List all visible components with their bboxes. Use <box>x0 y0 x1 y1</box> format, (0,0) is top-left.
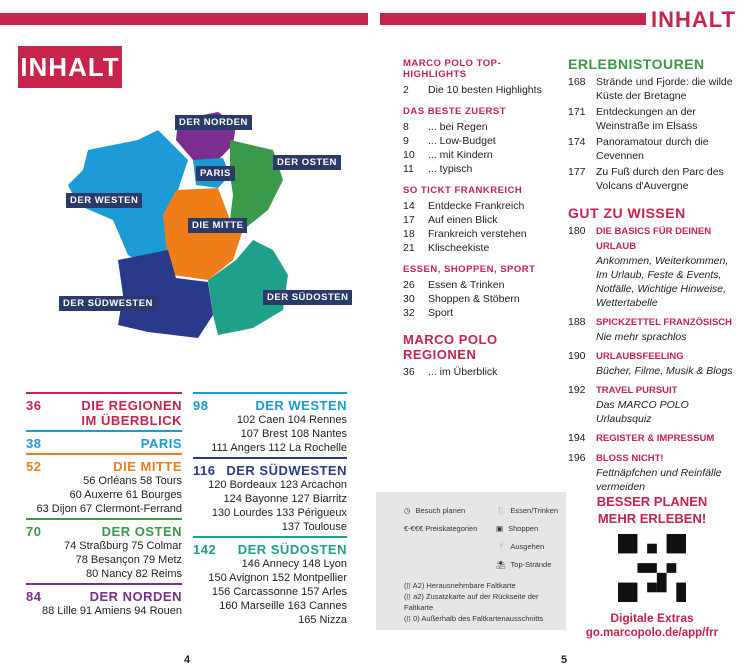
region-divider <box>26 518 182 520</box>
qr-code-icon[interactable] <box>618 534 686 602</box>
legend-item: 🍸 Ausgehen <box>496 542 545 551</box>
region-entry[interactable]: 52 DIE MITTE <box>26 459 182 474</box>
region-cities: 146 Annecy 148 Lyon <box>241 558 347 570</box>
region-entry[interactable]: 38 PARIS <box>26 436 182 451</box>
glass-icon: 🍸 <box>496 542 506 551</box>
toc-entry[interactable]: 11 ... typisch <box>403 163 473 175</box>
region-cities: 88 Lille 91 Amiens 94 Rouen <box>41 605 182 617</box>
toc-section-title: MARCO POLO REGIONEN <box>403 332 498 362</box>
toc-entry[interactable]: 32 Sport <box>403 307 454 319</box>
region-cities: 150 Avignon 152 Montpellier <box>208 572 347 584</box>
toc-entry[interactable]: 10 ... mit Kindern <box>403 149 493 161</box>
digital-extras-label: Digitale Extras <box>610 611 694 625</box>
legend-item: ⛱ Top-Strände <box>496 560 552 569</box>
region-entry[interactable]: 116 DER SÜDWESTEN <box>193 463 347 478</box>
toc-section-title: ESSEN, SHOPPEN, SPORT <box>403 264 536 275</box>
region-divider <box>26 392 182 394</box>
region-divider <box>26 430 182 432</box>
toc-entry[interactable]: 21 Klischeekiste <box>403 242 490 254</box>
digital-extras-link[interactable]: go.marcopolo.de/app/frr <box>585 627 719 639</box>
region-cities: 74 Straßburg 75 Colmar <box>64 540 182 552</box>
region-cities: 80 Nancy 82 Reims <box>86 568 182 580</box>
clock-icon: ◷ <box>404 506 411 515</box>
legend-item: ▣ Shoppen <box>496 524 539 533</box>
header-title-right: INHALT <box>650 7 736 32</box>
toc-entry[interactable]: 26 Essen & Trinken <box>403 279 505 291</box>
toc-entry[interactable]: 18 Frankreich verstehen <box>403 228 527 240</box>
toc-section-title: ERLEBNISTOUREN <box>568 56 705 72</box>
region-cities: 160 Marseille 163 Cannes <box>219 600 347 612</box>
page-title: INHALT <box>18 46 122 88</box>
toc-section-title: DAS BESTE ZUERST <box>403 106 507 117</box>
symbol-legend <box>376 492 566 630</box>
toc-entry[interactable]: 30 Shoppen & Stöbern <box>403 293 520 305</box>
toc-entry[interactable]: 180 DIE BASICS FÜR DEINEN URLAUB Ankommen, Weiterkommen, Im Urlaub, Feste & Events, Notfälle, Wichtige Hinweise, Wettertabelle <box>568 225 729 309</box>
legend-item: ◷ Besuch planen <box>404 506 466 515</box>
toc-entry[interactable]: 171 Entdeckungen an der Weinstraße im Elsass <box>568 106 698 132</box>
region-entry[interactable]: 98 DER WESTEN <box>193 398 347 413</box>
region-cities: 107 Brest 108 Nantes <box>240 428 347 440</box>
promo-block <box>577 494 727 639</box>
toc-entry[interactable]: 196 BLOSS NICHT! Fettnäpfchen und Reinfälle vermeiden <box>568 452 722 493</box>
region-cities: 78 Besançon 79 Metz <box>75 554 182 566</box>
toc-entry[interactable]: 194 REGISTER & IMPRESSUM <box>568 432 715 444</box>
legend-note: (⌷ 0) Außerhalb des Faltkartenausschnitts <box>404 614 544 623</box>
region-divider <box>26 583 182 585</box>
toc-entry[interactable]: 2 Die 10 besten Highlights <box>403 84 542 96</box>
toc-entry[interactable]: 8 ... bei Regen <box>403 121 488 133</box>
region-entry[interactable]: 70 DER OSTEN <box>26 524 182 539</box>
toc-column-2 <box>568 56 738 494</box>
toc-section-title: MARCO POLO TOP-HIGHLIGHTS <box>403 58 502 80</box>
legend-note: (⌷ A2) Herausnehmbare Faltkarte <box>404 581 516 590</box>
region-cities: 60 Auxerre 61 Bourges <box>69 489 182 501</box>
region-divider <box>193 536 347 538</box>
region-cities: 111 Angers 112 La Rochelle <box>211 442 347 454</box>
map-label-suedosten: DER SÜDOSTEN <box>263 290 352 305</box>
legend-item: €-€€€ Preiskategorien <box>404 524 478 533</box>
region-osten <box>230 140 283 230</box>
toc-entry[interactable]: 168 Strände und Fjorde: die wilde Küste der Bretagne <box>568 76 733 102</box>
toc-section-title: SO TICKT FRANKREICH <box>403 185 523 196</box>
toc-entry[interactable]: 190 URLAUBSFEELING Bücher, Filme, Musik & Blogs <box>568 350 733 377</box>
shopping-bag-icon: ▣ <box>496 524 504 533</box>
promo-line: BESSER PLANEN <box>596 494 708 509</box>
toc-entry[interactable]: 14 Entdecke Frankreich <box>403 200 525 212</box>
toc-entry[interactable]: 36 ... im Überblick <box>403 366 498 378</box>
region-cities: 63 Dijon 67 Clermont-Ferrand <box>36 503 182 515</box>
toc-entry[interactable]: 177 Zu Fuß durch den Parc des Volcans d'Auvergne <box>568 166 724 192</box>
toc-entry[interactable]: 188 SPICKZETTEL FRANZÖSISCH Nie mehr sprachlos <box>568 316 732 343</box>
region-cities: 137 Toulouse <box>281 521 347 533</box>
france-region-map <box>58 100 298 350</box>
map-label-suedwesten: DER SÜDWESTEN <box>59 296 157 311</box>
toc-column-1 <box>403 58 553 379</box>
cutlery-icon: 🍴 <box>496 506 506 515</box>
legend-note: (⌷ a2) Zusatzkarte auf der Rückseite der Faltkarte <box>404 592 539 612</box>
map-label-norden: DER NORDEN <box>175 115 252 130</box>
toc-entry[interactable]: 192 TRAVEL PURSUIT Das MARCO POLO Urlaubsquiz <box>568 384 689 425</box>
toc-section-title: GUT ZU WISSEN <box>568 205 686 221</box>
legend-notes <box>404 580 566 624</box>
map-label-mitte: DIE MITTE <box>188 218 247 233</box>
regions-right <box>193 392 347 627</box>
region-cities: 120 Bordeaux 123 Arcachon <box>208 479 347 491</box>
page-number-left: 4 <box>184 654 191 666</box>
map-label-osten: DER OSTEN <box>273 155 341 170</box>
region-cities: 56 Orléans 58 Tours <box>83 475 182 487</box>
region-entry[interactable]: 84 DER NORDEN <box>26 589 182 604</box>
region-cities: 130 Lourdes 133 Périgueux <box>211 507 347 519</box>
toc-entry[interactable]: 9 ... Low-Budget <box>403 135 496 147</box>
region-divider <box>193 457 347 459</box>
region-divider <box>193 392 347 394</box>
map-label-paris: PARIS <box>196 166 235 181</box>
legend-item: 🍴 Essen/Trinken <box>496 506 559 515</box>
region-cities: 156 Carcassonne 157 Arles <box>211 586 347 598</box>
top-bar-left <box>0 13 368 25</box>
region-entry[interactable]: 142 DER SÜDOSTEN <box>193 542 347 557</box>
top-bar-right <box>380 13 646 25</box>
regions-left <box>26 392 182 618</box>
page-number-right: 5 <box>561 654 568 666</box>
region-entry[interactable]: 36 DIE REGIONEN IM ÜBERBLICK <box>26 398 182 428</box>
toc-entry[interactable]: 174 Panoramatour durch die Cevennen <box>568 136 709 162</box>
beach-icon: ⛱ <box>496 560 506 569</box>
region-cities: 102 Caen 104 Rennes <box>236 414 347 426</box>
region-divider <box>26 453 182 455</box>
region-cities: 124 Bayonne 127 Biarritz <box>223 493 347 505</box>
region-cities: 165 Nizza <box>298 614 347 626</box>
promo-line: MEHR ERLEBEN! <box>597 511 707 526</box>
toc-entry[interactable]: 17 Auf einen Blick <box>403 214 498 226</box>
map-label-westen: DER WESTEN <box>66 193 142 208</box>
